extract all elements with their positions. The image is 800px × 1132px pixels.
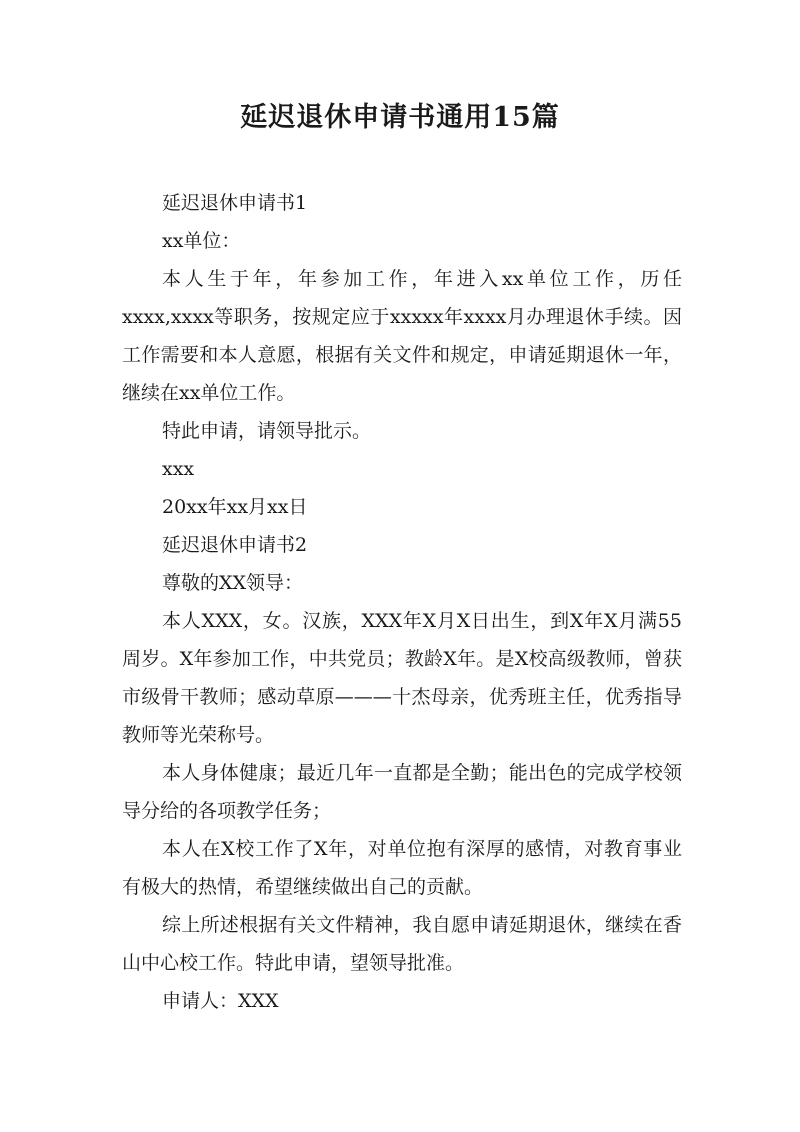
paragraph-body: 本人XXX，女。汉族，XXX年X月X日出生，到X年X月满55周岁。X年参加工作，中共党员；教龄X年。是X校高级教师，曾获市级骨干教师；感动草原———十杰母亲，优秀班主任，优秀指导教师等光荣称号。	[122, 610, 682, 746]
paragraph-salutation-1: xx单位：	[162, 230, 241, 252]
paragraph-body: 本人生于年，年参加工作，年进入xx单位工作，历任xxxx,xxxx等职务，按规定应于xxxxx年xxxx月办理退休手续。因工作需要和本人意愿，根据有关文件和规定，申请延期退休一年，继续在xx单位工作。	[122, 268, 682, 404]
paragraph-closing: 特此申请，请领导批示。	[162, 420, 372, 442]
paragraph-applicant: 申请人：XXX	[162, 990, 279, 1012]
paragraph-body: 本人在X校工作了X年，对单位抱有深厚的感情，对教育事业有极大的热情，希望继续做出自己的贡献。	[122, 838, 682, 898]
paragraph-salutation-2: 尊敬的XX领导：	[162, 572, 304, 594]
paragraph-body: 综上所述根据有关文件精神，我自愿申请延期退休，继续在香山中心校工作。特此申请，望领导批准。	[122, 914, 682, 974]
document-body	[122, 184, 682, 1020]
paragraph-signature: xxx	[162, 458, 195, 480]
paragraph-heading-2: 延迟退休申请书2	[162, 534, 308, 556]
paragraph-body: 本人身体健康；最近几年一直都是全勤；能出色的完成学校领导分给的各项教学任务；	[122, 762, 682, 822]
paragraph-heading-1: 延迟退休申请书1	[162, 192, 308, 214]
paragraph-date: 20xx年xx月xx日	[162, 496, 308, 518]
document-title: 延迟退休申请书通用15篇	[240, 102, 560, 133]
